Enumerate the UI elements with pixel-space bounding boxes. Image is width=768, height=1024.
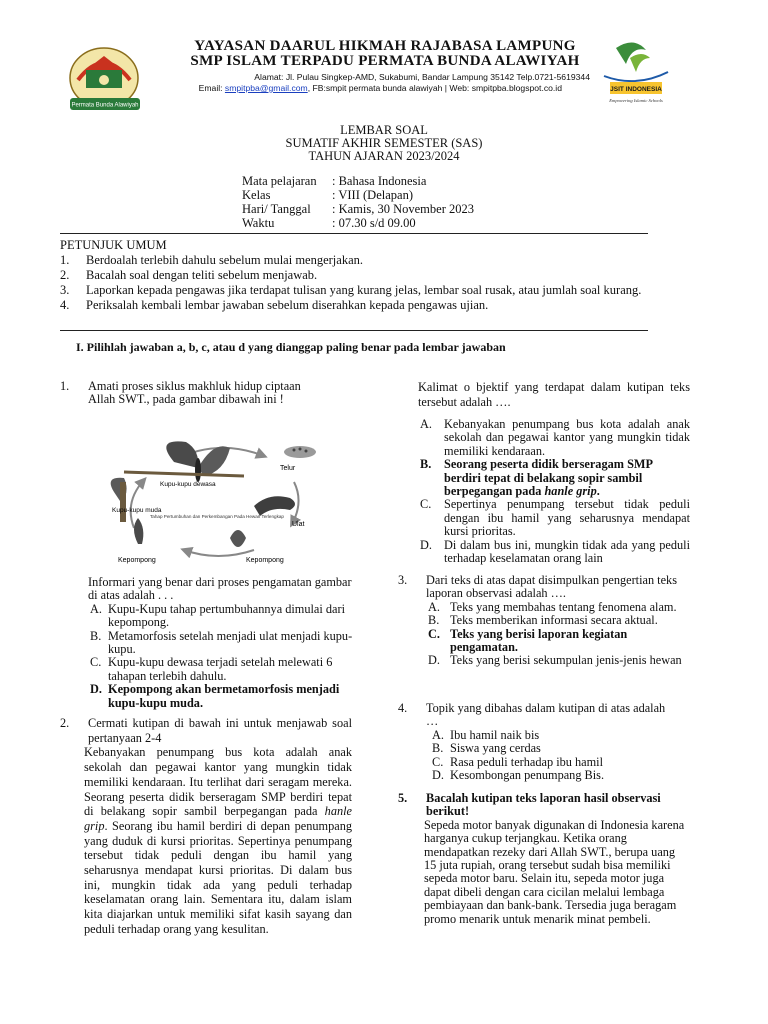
question-1-options — [88, 576, 358, 710]
option-a[interactable]: A. Kebanyakan penumpang bus kota adalah anak sekolah dan pegawai kantor yang mungkin tidak memiliki kendaraan. — [420, 417, 690, 458]
option-d[interactable]: D. Kesombongan penumpang Bis. — [432, 768, 605, 783]
document-title: LEMBAR SOAL SUMATIF AKHIR SEMESTER (SAS) TAHUN AJARAN 2023/2024 — [285, 123, 483, 163]
school-logo-icon — [64, 40, 172, 128]
option-c[interactable]: C. Rasa peduli terhadap ibu hamil — [432, 754, 603, 769]
option-c[interactable]: C. Teks yang berisi laporan kegiatan pengamatan. — [428, 626, 628, 655]
school-name: SMP ISLAM TERPADU PERMATA BUNDA ALAWIYAH — [190, 53, 580, 69]
email-link[interactable]: smpitpba@gmail.com — [224, 83, 308, 93]
info-row-class: Kelas : VIII (Delapan) — [242, 188, 413, 202]
option-b[interactable]: B. Teks memberikan informasi secara aktual. — [428, 613, 658, 628]
info-row-subject: Mata pelajaran : Bahasa Indonesia — [242, 174, 427, 188]
passage-bus: Kebanyakan penumpang bus kota adalah anak sekolah dan pegawai kantor yang mungkin tidak memiliki kendaraan. Itu terlihat dari seragam mereka. Seorang peserta didik berseragam SMP berdiri tepat di belakang sopir sambil berpegangan pada hanle grip. Seorang ibu hamil berdiri di depan penumpang yang duduk di kursi prioritas. Sepertinya penumpang tersebut tidak peduli dengan ibu hamil yang seharusnya mendapat kursi prioritas. Di dalam bus ini, mungkin tidak ada yang peduli terhadap keselamatan orang lain. Sementara itu, dalam islam kita diajarkan untuk memiliki sifat kasih sayang dan peduli terhadap orang yang kesulitan. — [84, 745, 352, 936]
question-2-options — [420, 418, 690, 565]
question-4: 4. Topik yang dibahas dalam kutipan di atas adalah … A. Ibu hamil naik bis B. Siswa yang cerdas C. Rasa peduli terhadap ibu hamil D. Kesombongan penumpang Bis. — [398, 702, 688, 782]
foundation-name: YAYASAN DAARUL HIKMAH RAJABASA LAMPUNG — [194, 38, 576, 54]
butterfly-lifecycle-diagram — [104, 432, 332, 566]
option-b[interactable]: B. Seorang peserta didik berseragam SMP berdiri tepat di belakang sopir sambil berpegangan pada hanle grip. — [420, 457, 653, 499]
passage-motorcycle: Sepeda motor banyak digunakan di Indonesia karena harganya cukup terjangkau. Ketika orang mendapatkan rezeky dari Allah SWT., berupa uang 15 juta rupiah, orang tersebut sudah bisa memiliki sepeda motor baru. Selain itu, sepeda motor juga dapat dibeli dengan cara cicilan melalui lembaga pembiayaan dan bank-bank. Tersedia juga beragam promo menarik untuk menarik minat pembeli. — [424, 817, 685, 926]
label-kupu-dewasa: Kupu-kupu dewasa — [160, 481, 216, 488]
question-2-cont — [418, 380, 690, 409]
letterhead-text — [160, 38, 610, 93]
letterhead — [0, 30, 768, 109]
svg-text:Permata Bunda Alawiyah: Permata Bunda Alawiyah — [71, 102, 139, 109]
question-2-prompt: Kalimat o bjektif yang terdapat dalam kutipan teks tersebut adalah …. — [418, 380, 690, 409]
jsit-logo-icon — [596, 36, 676, 128]
option-a[interactable]: A. Kupu-Kupu tahap pertumbuhannya dimulai dari kepompong. — [90, 601, 345, 630]
general-instructions — [60, 238, 660, 313]
exam-info — [242, 174, 474, 230]
label-telur: Telur — [280, 465, 296, 472]
question-5: 5. Bacalah kutipan teks laporan hasil observasi berikut! Sepeda motor banyak digunakan di Indonesia karena harganya cukup terjangkau. Ketika orang mendapatkan rezeky dari Allah SWT., berupa uang 15 juta rupiah, orang tersebut sudah bisa memiliki sepeda motor baru. Selain itu, sepeda motor juga dapat dibeli dengan cara cicilan melalui lembaga pembiayaan dan bank-bank. Tersedia juga beragam promo menarik untuk menarik minat pembeli. — [398, 792, 690, 926]
option-c[interactable]: C. Sepertinya penumpang tersebut tidak peduli dengan ibu hamil yang seharusnya mendapat kursi prioritas. — [420, 497, 690, 539]
question-2: 2. Cermati kutipan di bawah ini untuk menjawab soal pertanyaan 2-4 Kebanyakan penumpang bus kota adalah anak sekolah dan pegawai kantor yang mungkin tidak memiliki kendaraan. Itu terlihat dari seragam mereka. Seorang peserta didik berseragam SMP berdiri tepat di belakang sopir sambil berpegangan pada hanle grip. Seorang ibu hamil berdiri di depan penumpang yang duduk di kursi prioritas. Sepertinya penumpang tersebut tidak peduli dengan ibu hamil yang seharusnya mendapat kursi prioritas. Di dalam bus ini, mungkin tidak ada yang peduli terhadap keselamatan orang lain. Sementara itu, dalam islam kita diajarkan untuk memiliki sifat kasih sayang dan peduli terhadap orang yang kesulitan. — [60, 716, 352, 936]
option-a[interactable]: A. Ibu hamil naik bis — [432, 727, 540, 742]
web-text: Web: smpitpba.blogspot.co.id — [449, 83, 562, 93]
instructions-title: PETUNJUK UMUM — [60, 238, 167, 252]
option-c[interactable]: C. Kupu-kupu dewasa terjadi setelah melewati 6 tahapan terlebih dahulu. — [90, 655, 333, 683]
svg-text:JSIT INDONESIA: JSIT INDONESIA — [610, 86, 662, 93]
instruction-item: 3. Laporkan kepada pengawas jika terdapat tulisan yang kurang jelas, lembar soal rusak, atau jumlah soal kurang. — [60, 283, 642, 297]
info-row-time: Waktu : 07.30 s/d 09.00 — [242, 216, 416, 230]
label-ulat: Ulat — [292, 521, 305, 528]
svg-text:Empowering Islamic Schools: Empowering Islamic Schools — [609, 98, 663, 103]
label-kepompong-2: Kepompong — [246, 557, 284, 564]
instruction-item: 2. Bacalah soal dengan teliti sebelum menjawab. — [60, 268, 318, 282]
question-1: 1. Amati proses siklus makhluk hidup ciptaan Allah SWT., pada gambar dibawah ini ! — [60, 379, 301, 407]
section-heading: I. Pilihlah jawaban a, b, c, atau d yang dianggap paling benar pada lembar jawaban — [76, 340, 506, 354]
label-kupu-muda: Kupu-kupu muda — [112, 507, 162, 514]
option-b[interactable]: B. Metamorfosis setelah menjadi ulat menjadi kupu-kupu. — [90, 628, 353, 657]
option-d[interactable]: D. Teks yang berisi sekumpulan jenis-jenis hewan — [428, 653, 682, 668]
option-d[interactable]: D. Di dalam bus ini, mungkin tidak ada yang peduli terhadap keselamatan orang lain — [420, 537, 690, 566]
divider — [60, 330, 648, 331]
diagram-caption: Tahap Pertumbuhan dan Perkembangan Pada Hewan Terlengkap — [150, 514, 284, 519]
info-row-date: Hari/ Tanggal : Kamis, 30 November 2023 — [242, 202, 474, 216]
option-b[interactable]: B. Siswa yang cerdas — [432, 741, 541, 756]
instruction-item: 4. Periksalah kembali lembar jawaban sebelum diserahkan kepada pengawas ujian. — [60, 298, 489, 312]
option-d[interactable]: D. Kepompong akan bermetamorfosis menjadi kupu-kupu muda. — [90, 682, 340, 710]
divider — [60, 233, 648, 234]
instruction-item: 1. Berdoalah terlebih dahulu sebelum mulai mengerjakan. — [60, 253, 363, 267]
question-1-prompt: Informari yang benar dari proses pengamatan gambar di atas adalah . . . — [88, 575, 352, 603]
school-address: Alamat: Jl. Pulau Singkep-AMD, Sukabumi, Bandar Lampung 35142 Telp.0721-5619344 — [254, 72, 590, 82]
label-kepompong-1: Kepompong — [118, 557, 156, 564]
school-contact: Email: smpitpba@gmail.com, FB:smpit permata bunda alawiyah | Web: smpitpba.blogspot.co.id — [198, 83, 562, 93]
question-3: 3. Dari teks di atas dapat disimpulkan pengertian teks laporan observasi adalah …. A. Teks yang membahas tentang fenomena alam. B. Teks memberikan informasi secara aktual. C. Teks yang berisi laporan kegiatan pengamatan. D. Teks yang berisi sekumpulan jenis-jenis hewan — [398, 574, 688, 668]
option-a[interactable]: A. Teks yang membahas tentang fenomena alam. — [428, 599, 677, 614]
